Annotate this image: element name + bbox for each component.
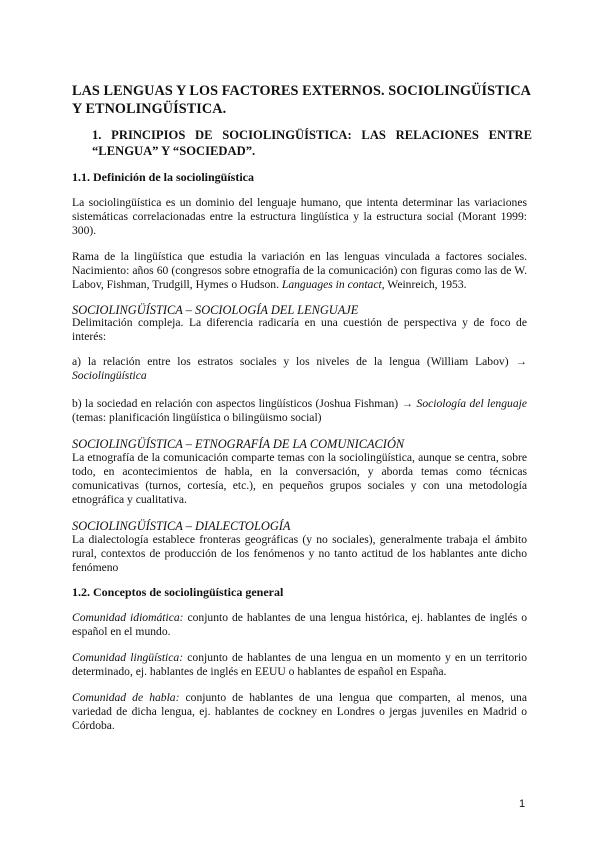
paragraph-rama-citation: , Weinreich, 1953. xyxy=(381,278,467,291)
subsection-heading-1-1: 1.1. Definición de la sociolingüística xyxy=(72,170,255,184)
paragraph-point-b xyxy=(72,397,527,425)
term-comunidad-linguistica: Comunidad lingüística: xyxy=(72,651,184,664)
point-b-term: Sociología del lenguaje xyxy=(416,397,527,410)
point-a-term: Sociolingüística xyxy=(72,369,147,382)
term-comunidad-idiomatica: Comunidad idiomática: xyxy=(72,611,184,624)
definition-comunidad-idiomatica: conjunto de hablantes de una lengua histórica, ej. hablantes de inglés o español en el mundo. xyxy=(72,611,528,638)
subsection-heading-1-2: 1.2. Conceptos de sociolingüística general xyxy=(72,585,284,599)
point-a-text: a) la relación entre los estratos sociales y los niveles de la lengua (William Labov) → xyxy=(72,355,527,368)
definition-comunidad-de-habla: conjunto de hablantes de una lengua que comparten, al menos, una variedad de dicha lengua, ej. hablantes de cockney en Londres o jergas juveniles en Madrid o Córdoba. xyxy=(72,691,527,732)
document-title: LAS LENGUAS Y LOS FACTORES EXTERNOS. SOCIOLINGÜÍSTICA Y ETNOLINGÜÍSTICA. xyxy=(72,83,531,117)
heading-dialectologia: SOCIOLINGÜÍSTICA – DIALECTOLOGÍA xyxy=(72,519,291,533)
paragraph-definition: La sociolingüística es un dominio del lenguaje humano, que intenta determinar las variaciones sistemáticas correlacionadas entre la estructura lingüística y la estructura social (Morant 1999: 300). xyxy=(72,196,527,237)
paragraph-point-a xyxy=(72,355,527,383)
term-comunidad-de-habla: Comunidad de habla: xyxy=(72,691,180,704)
paragraph-etnografia: La etnografía de la comunicación comparte temas con la sociolingüística, aunque se centra, sobre todo, en acontecimientos de habla, en la conversación, y aborda temas como técnicas comunicativas (turnos, cortesía, etc.), en pequeños grupos sociales y con una metodología etnográfica y cualitativa. xyxy=(72,451,527,506)
section-heading-1: 1. PRINCIPIOS DE SOCIOLINGÜÍSTICA: LAS RELACIONES ENTRE “LENGUA” Y “SOCIEDAD”. xyxy=(92,128,532,158)
page-number: 1 xyxy=(519,798,526,810)
book-title-languages-in-contact: Languages in contact xyxy=(281,278,382,291)
paragraph-delimitacion: Delimitación compleja. La diferencia radicaría en una cuestión de perspectiva y de foco de interés: xyxy=(72,316,527,343)
paragraph-comunidad-de-habla xyxy=(72,691,527,733)
paragraph-rama-text: Rama de la lingüística que estudia la variación en las lenguas vinculada a factores sociales. Nacimiento: años 60 (congresos sobre etnografía de la comunicación) con figuras como las de W. Labov, Fishman, Trudgill, Hymes o Hudson. xyxy=(72,250,527,291)
paragraph-comunidad-linguistica xyxy=(72,651,527,679)
point-b-text: b) la sociedad en relación con aspectos lingüísticos (Joshua Fishman) → xyxy=(72,397,417,410)
definition-comunidad-linguistica: conjunto de hablantes de una lengua en un momento y en un territorio determinado, ej. hablantes de inglés en EEUU o hablantes de español en España. xyxy=(72,651,527,678)
paragraph-dialectologia: La dialectología establece fronteras geográficas (y no sociales), generalmente trabaja el ámbito rural, contextos de producción de los fenómenos y no tanto actitud de los hablantes ante dicho fenómeno xyxy=(72,533,527,574)
heading-etnografia-comunicacion: SOCIOLINGÜÍSTICA – ETNOGRAFÍA DE LA COMUNICACIÓN xyxy=(72,437,405,451)
heading-sociologia-del-lenguaje: SOCIOLINGÜÍSTICA – SOCIOLOGÍA DEL LENGUAJE xyxy=(72,303,359,317)
paragraph-rama xyxy=(72,250,527,292)
paragraph-comunidad-idiomatica xyxy=(72,611,527,639)
point-b-topics: (temas: planificación lingüística o bilingüismo social) xyxy=(72,411,322,424)
